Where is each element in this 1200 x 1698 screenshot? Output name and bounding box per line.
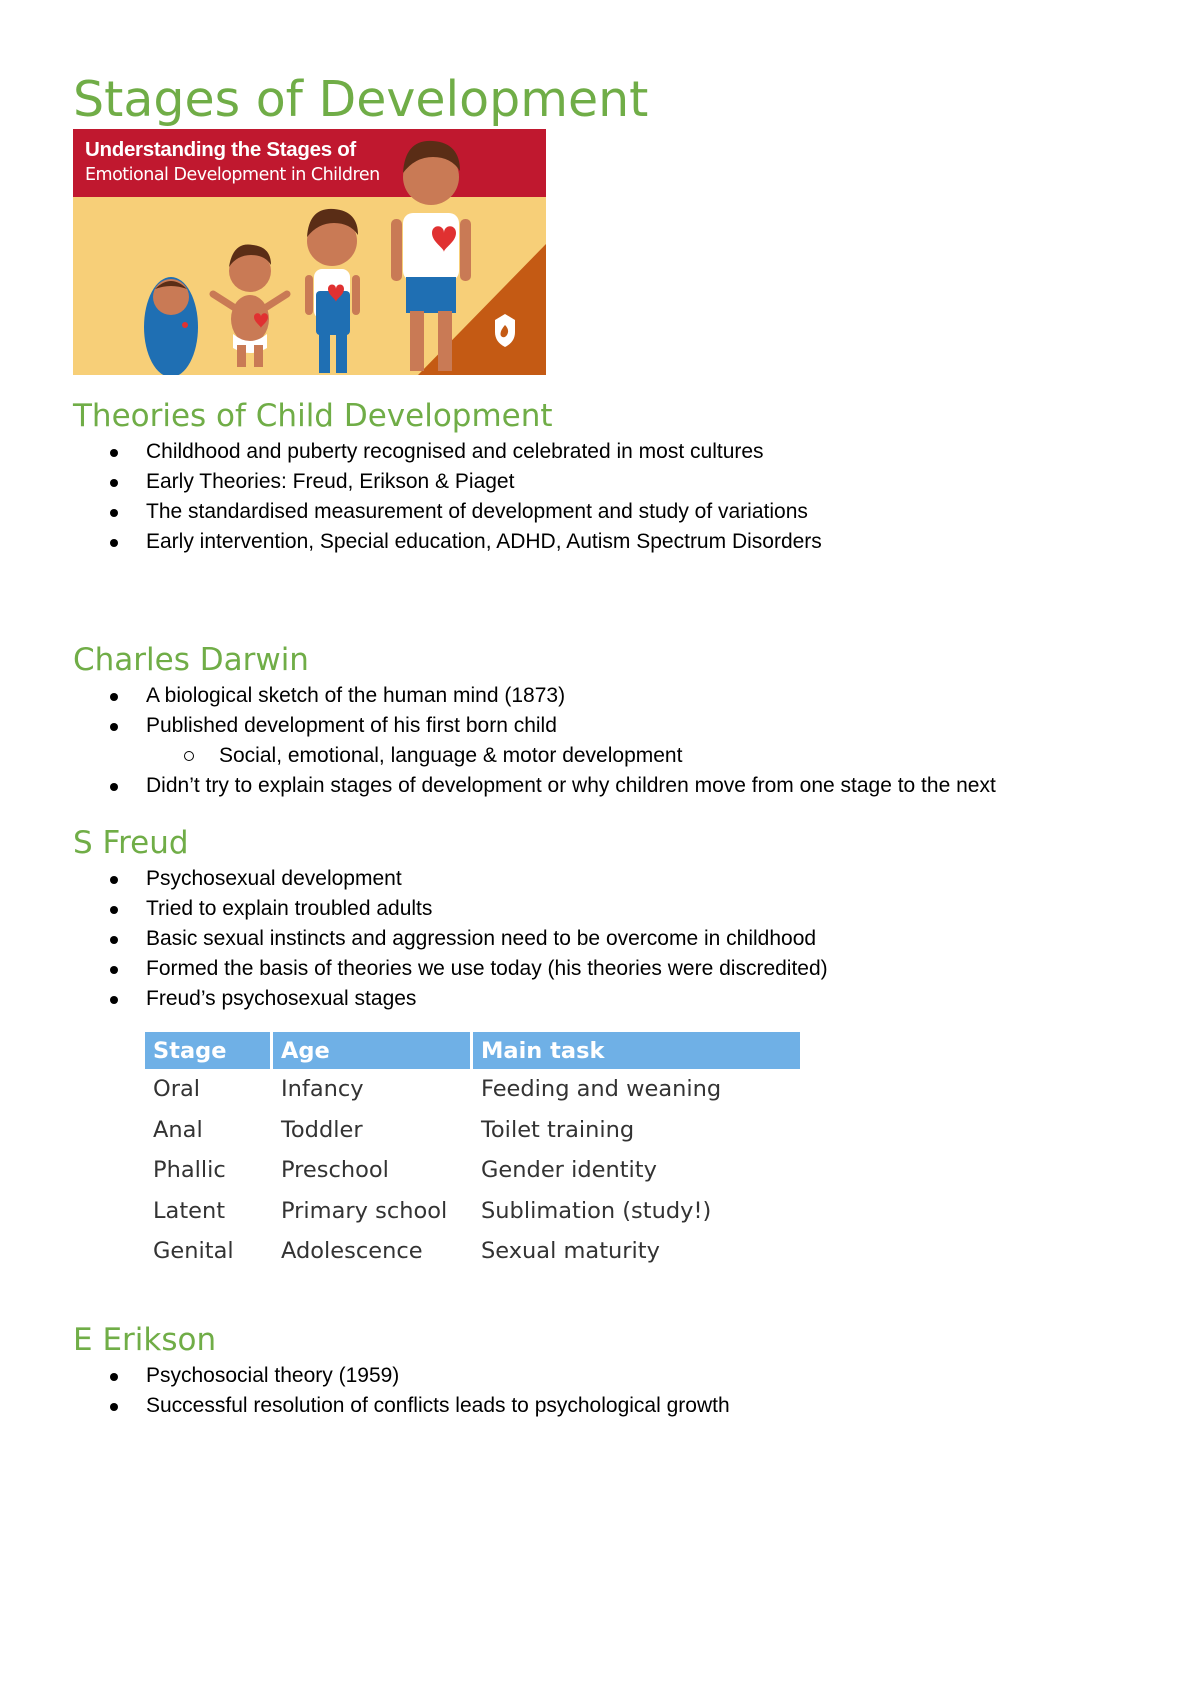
list-item: Published development of his first born child xyxy=(0,711,996,741)
list-item: A biological sketch of the human mind (1873) xyxy=(0,681,996,711)
table-cell: Feeding and weaning xyxy=(481,1076,722,1103)
table-row xyxy=(145,1150,800,1191)
table-row xyxy=(145,1191,800,1232)
list-item: Freud’s psychosexual stages xyxy=(0,984,828,1014)
table-cell: Oral xyxy=(153,1076,200,1103)
table-cell: Sublimation (study!) xyxy=(481,1197,712,1224)
infant-figure-icon xyxy=(144,277,198,375)
list-item: Tried to explain troubled adults xyxy=(0,894,828,924)
banner-image xyxy=(73,129,546,375)
bullet-icon xyxy=(110,539,118,547)
table-cell: Toilet training xyxy=(481,1116,635,1143)
bullet-icon xyxy=(110,996,118,1004)
table-cell: Genital xyxy=(153,1238,234,1265)
section-heading-freud: S Freud xyxy=(73,825,189,861)
list-item: Childhood and puberty recognised and celebrated in most cultures xyxy=(0,437,822,467)
bullet-icon xyxy=(110,479,118,487)
section-heading-theories: Theories of Child Development xyxy=(73,398,553,434)
freud-list xyxy=(0,864,828,1014)
banner-title: Understanding the Stages of xyxy=(85,138,356,161)
table-cell: Anal xyxy=(153,1116,203,1143)
sub-list-item: Social, emotional, language & motor development xyxy=(0,741,996,771)
bullet-icon xyxy=(110,449,118,457)
sub-bullet-icon xyxy=(184,751,194,761)
bullet-icon xyxy=(110,509,118,517)
list-item: Early Theories: Freud, Erikson & Piaget xyxy=(0,467,822,497)
bullet-icon xyxy=(110,876,118,884)
table-row xyxy=(145,1110,800,1151)
bullet-icon xyxy=(110,723,118,731)
section-heading-erikson: E Erikson xyxy=(73,1322,217,1358)
bullet-icon xyxy=(110,783,118,791)
list-item: Didn’t try to explain stages of development or why children move from one stage to the next xyxy=(0,771,996,801)
list-item: Psychosexual development xyxy=(0,864,828,894)
table-cell: Gender identity xyxy=(481,1157,657,1184)
banner-subtitle: Emotional Development in Children xyxy=(85,165,380,185)
list-item: Successful resolution of conflicts leads to psychological growth xyxy=(0,1391,730,1421)
column-header-stage: Stage xyxy=(145,1032,272,1069)
list-item: Formed the basis of theories we use today (his theories were discredited) xyxy=(0,954,828,984)
table-cell: Primary school xyxy=(281,1197,448,1224)
psychosexual-stages-table xyxy=(145,1032,800,1272)
bullet-icon xyxy=(110,936,118,944)
table-header-row xyxy=(145,1032,800,1069)
erikson-list xyxy=(0,1361,730,1421)
section-heading-darwin: Charles Darwin xyxy=(73,642,309,678)
table-cell: Toddler xyxy=(281,1116,363,1143)
table-cell: Sexual maturity xyxy=(481,1238,660,1265)
list-item: Psychosocial theory (1959) xyxy=(0,1361,730,1391)
bullet-icon xyxy=(110,693,118,701)
darwin-list xyxy=(0,681,996,801)
table-row xyxy=(145,1231,800,1272)
table-cell: Latent xyxy=(153,1197,226,1224)
column-header-age: Age xyxy=(272,1032,472,1069)
theories-list xyxy=(0,437,822,557)
page-title: Stages of Development xyxy=(73,71,649,128)
table-cell: Preschool xyxy=(281,1157,389,1184)
table-cell: Adolescence xyxy=(281,1238,423,1265)
bullet-icon xyxy=(110,906,118,914)
list-item: Basic sexual instincts and aggression need to be overcome in childhood xyxy=(0,924,828,954)
table-row xyxy=(145,1069,800,1110)
list-item: The standardised measurement of development and study of variations xyxy=(0,497,822,527)
bullet-icon xyxy=(110,1403,118,1411)
list-item: Early intervention, Special education, ADHD, Autism Spectrum Disorders xyxy=(0,527,822,557)
table-cell: Infancy xyxy=(281,1076,364,1103)
table-cell: Phallic xyxy=(153,1157,226,1184)
bullet-icon xyxy=(110,966,118,974)
bullet-icon xyxy=(110,1373,118,1381)
column-header-main-task: Main task xyxy=(472,1032,801,1069)
